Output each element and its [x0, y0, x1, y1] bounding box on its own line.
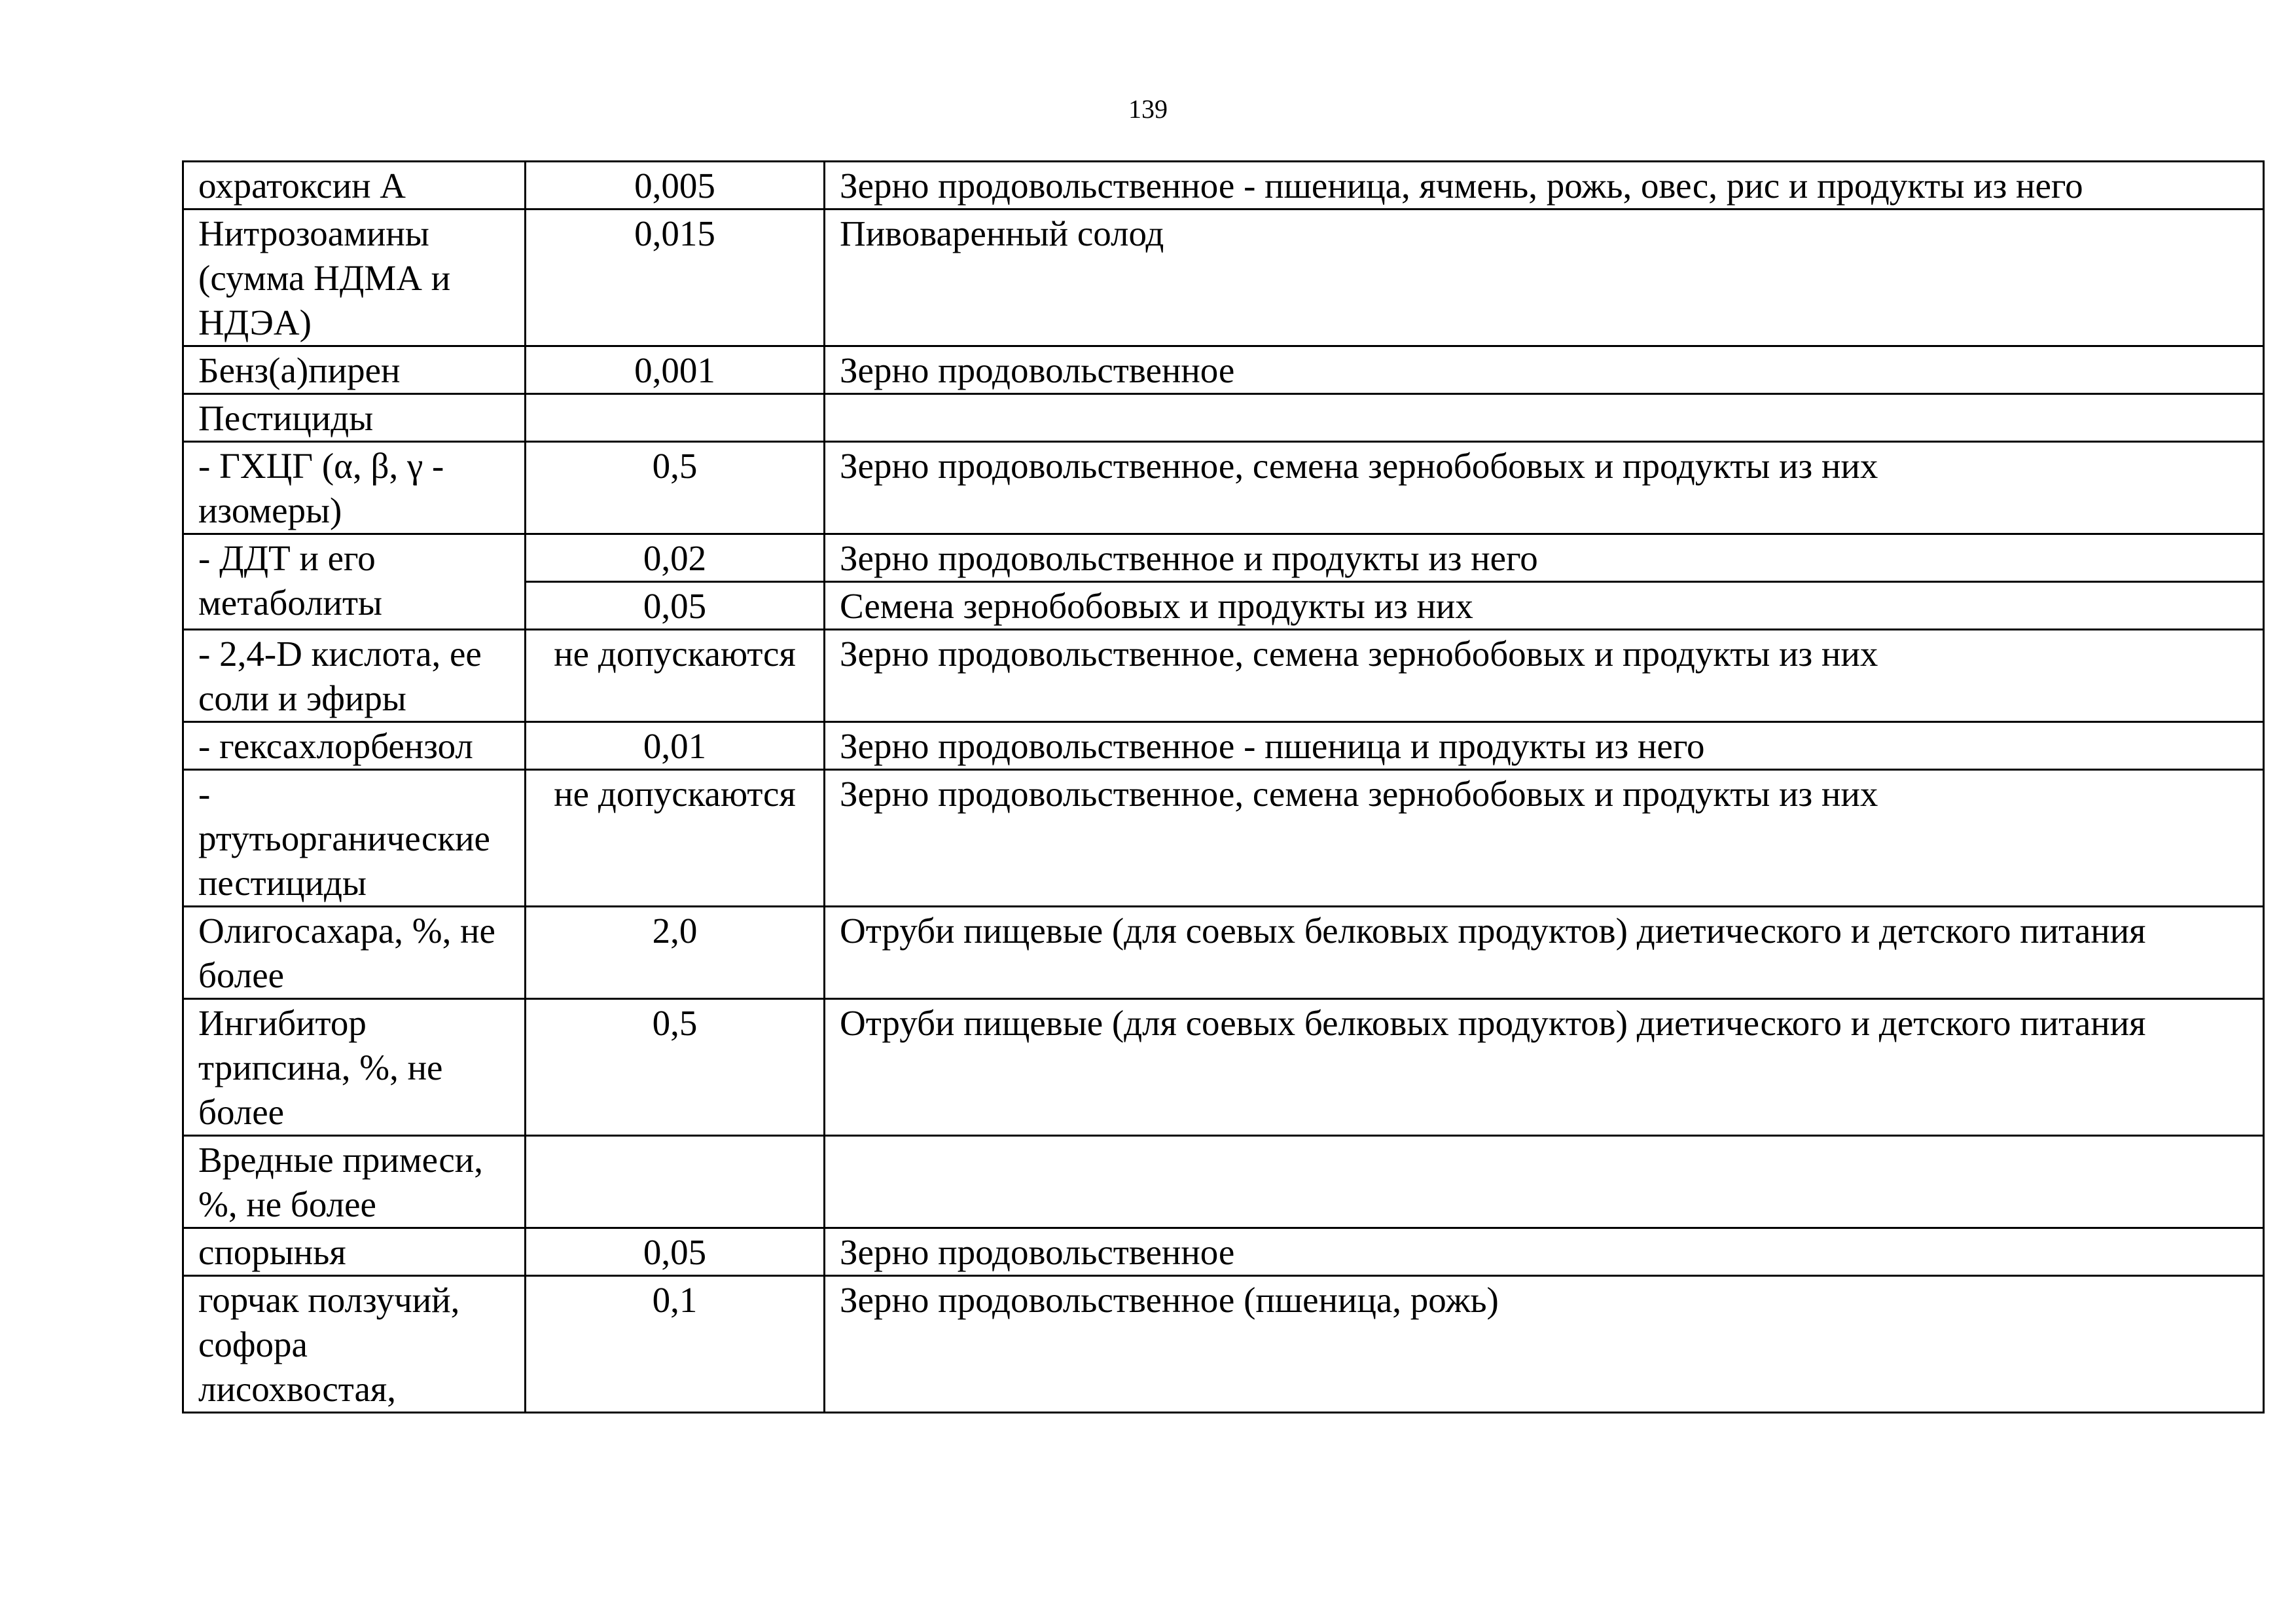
limit-cell: 0,05: [526, 1228, 825, 1276]
product-cell: Зерно продовольственное и продукты из него: [825, 534, 2264, 582]
indicator-cell: спорынья: [183, 1228, 526, 1276]
table-row: [183, 630, 2264, 722]
limit-cell: 0,5: [526, 999, 825, 1136]
contaminants-table: [182, 160, 2265, 1413]
indicator-cell: Олигосахара, %, не более: [183, 907, 526, 999]
product-cell: Зерно продовольственное, семена зернобобовых и продукты из них: [825, 442, 2264, 534]
indicator-cell: Бенз(а)пирен: [183, 346, 526, 394]
table-row: [183, 770, 2264, 907]
table-row: [183, 162, 2264, 210]
limit-cell: [526, 394, 825, 442]
table-row: [183, 534, 2264, 582]
table-row: [183, 1228, 2264, 1276]
limit-cell: 0,02: [526, 534, 825, 582]
product-cell: [825, 1136, 2264, 1228]
limit-cell: не допускаются: [526, 770, 825, 907]
table-row: [183, 907, 2264, 999]
limit-cell: 0,5: [526, 442, 825, 534]
page-number: 139: [1128, 94, 1168, 124]
limit-cell: 0,001: [526, 346, 825, 394]
product-cell: Зерно продовольственное, семена зернобобовых и продукты из них: [825, 770, 2264, 907]
table-row: [183, 999, 2264, 1136]
limit-cell: 0,05: [526, 582, 825, 630]
indicator-cell: горчак ползучий, софора лисохвостая,: [183, 1276, 526, 1413]
limit-cell: не допускаются: [526, 630, 825, 722]
product-cell: Зерно продовольственное (пшеница, рожь): [825, 1276, 2264, 1413]
limit-cell: 2,0: [526, 907, 825, 999]
limit-cell: 0,1: [526, 1276, 825, 1413]
indicator-cell: - 2,4-D кислота, ее соли и эфиры: [183, 630, 526, 722]
table-row: [183, 1276, 2264, 1413]
table-row: [183, 722, 2264, 770]
indicator-cell: Ингибитор трипсина, %, не более: [183, 999, 526, 1136]
table-row: [183, 346, 2264, 394]
product-cell: Отруби пищевые (для соевых белковых продуктов) диетического и детского питания: [825, 907, 2264, 999]
section-heading-cell: Вредные примеси, %, не более: [183, 1136, 526, 1228]
table-row: [183, 1136, 2264, 1228]
product-cell: Зерно продовольственное - пшеница, ячмень, рожь, овес, рис и продукты из него: [825, 162, 2264, 210]
table-row: [183, 442, 2264, 534]
indicator-cell: Нитрозоамины (сумма НДМА и НДЭА): [183, 210, 526, 346]
indicator-cell: охратоксин А: [183, 162, 526, 210]
indicator-cell: - ГХЦГ (α, β, γ - изомеры): [183, 442, 526, 534]
table-row: [183, 394, 2264, 442]
product-cell: Отруби пищевые (для соевых белковых продуктов) диетического и детского питания: [825, 999, 2264, 1136]
limit-cell: 0,01: [526, 722, 825, 770]
indicator-cell: - ртутьорганические пестициды: [183, 770, 526, 907]
indicator-cell: - ДДТ и его метаболиты: [183, 534, 526, 630]
limit-cell: 0,005: [526, 162, 825, 210]
product-cell: Зерно продовольственное: [825, 1228, 2264, 1276]
table-row: [183, 210, 2264, 346]
product-cell: Зерно продовольственное: [825, 346, 2264, 394]
product-cell: Зерно продовольственное - пшеница и продукты из него: [825, 722, 2264, 770]
section-heading-cell: Пестициды: [183, 394, 526, 442]
indicator-cell: - гексахлорбензол: [183, 722, 526, 770]
product-cell: [825, 394, 2264, 442]
limit-cell: [526, 1136, 825, 1228]
product-cell: Зерно продовольственное, семена зернобобовых и продукты из них: [825, 630, 2264, 722]
product-cell: Семена зернобобовых и продукты из них: [825, 582, 2264, 630]
limit-cell: 0,015: [526, 210, 825, 346]
product-cell: Пивоваренный солод: [825, 210, 2264, 346]
